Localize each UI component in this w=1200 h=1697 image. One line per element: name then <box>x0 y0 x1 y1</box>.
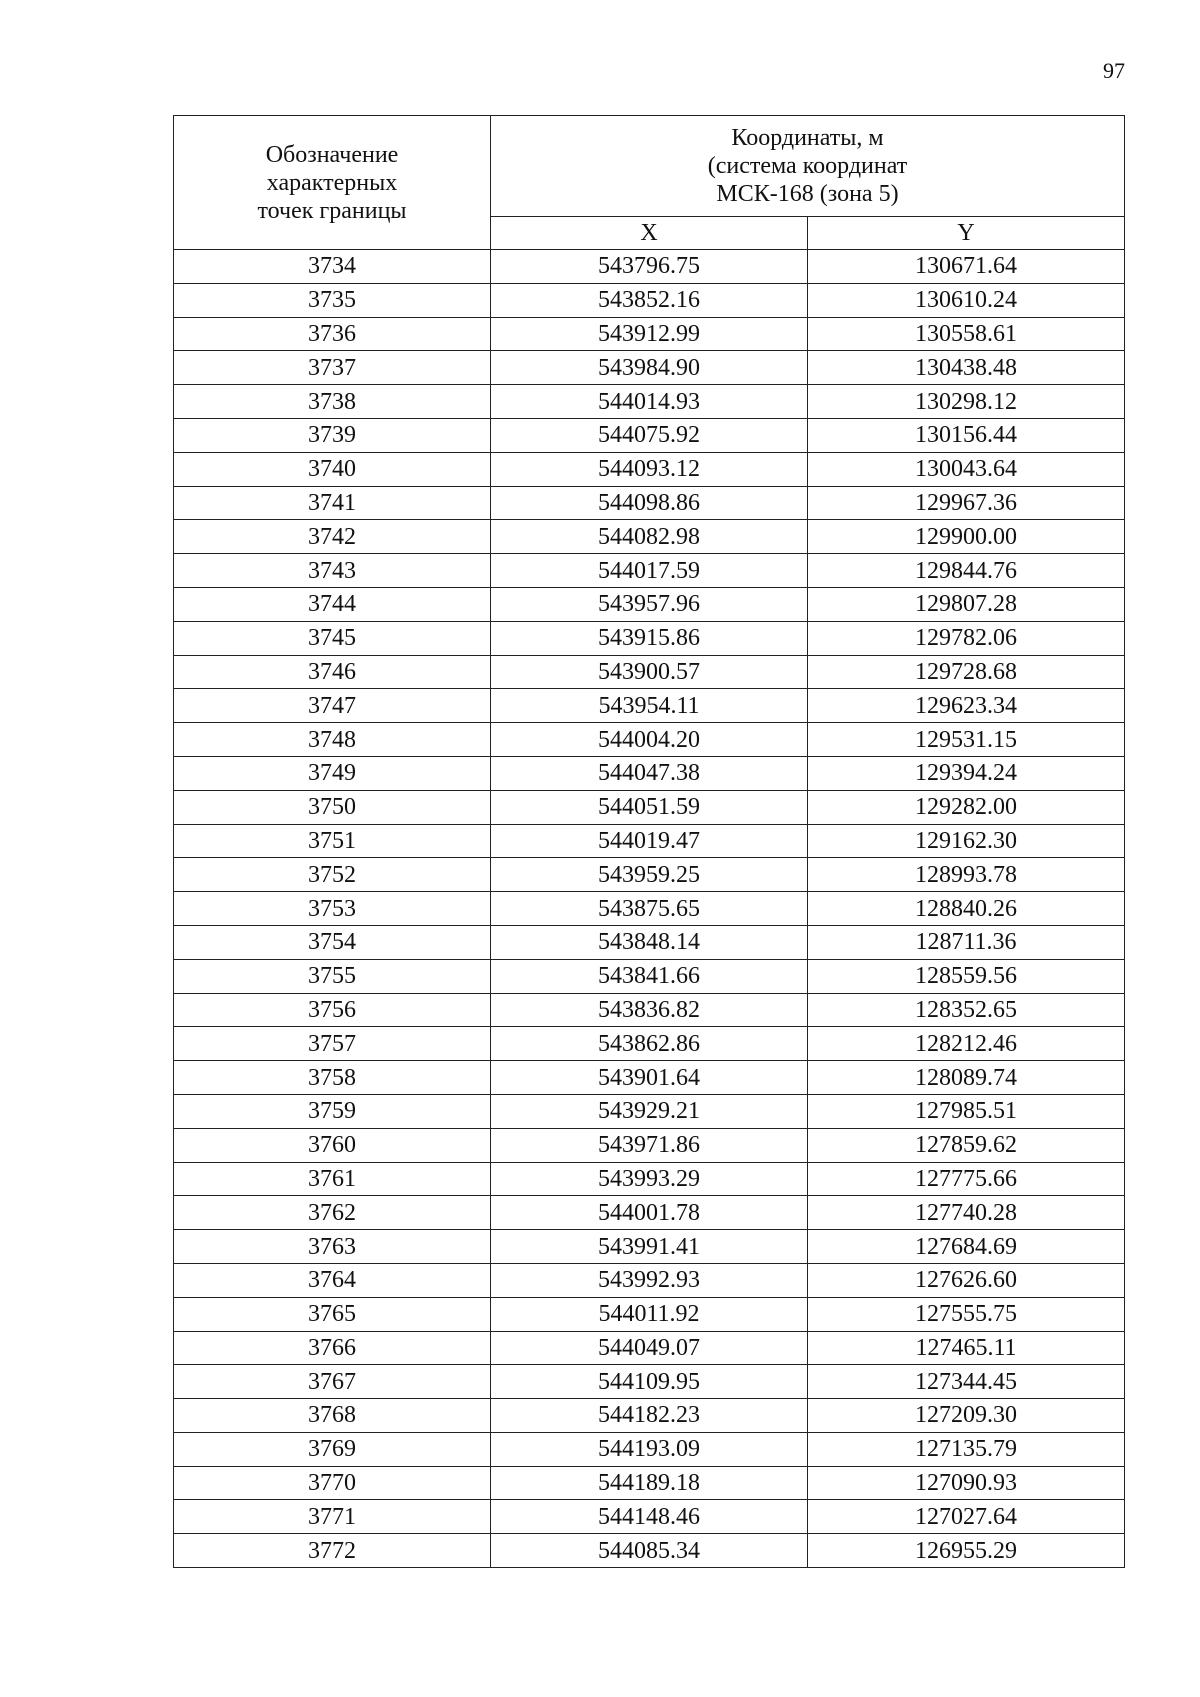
point-cell: 3758 <box>174 1061 491 1095</box>
x-cell: 543841.66 <box>491 959 808 993</box>
y-cell: 128089.74 <box>808 1061 1125 1095</box>
y-cell: 129282.00 <box>808 790 1125 824</box>
x-cell: 543984.90 <box>491 351 808 385</box>
table-body <box>174 250 1125 1568</box>
table-row <box>174 1263 1125 1297</box>
y-cell: 130671.64 <box>808 250 1125 284</box>
coords-header-line-3: МСК-168 (зона 5) <box>716 180 899 207</box>
point-cell: 3760 <box>174 1128 491 1162</box>
point-cell: 3761 <box>174 1162 491 1196</box>
x-cell: 544019.47 <box>491 824 808 858</box>
table-row <box>174 1061 1125 1095</box>
y-cell: 127626.60 <box>808 1263 1125 1297</box>
table-row <box>174 283 1125 317</box>
x-cell: 543992.93 <box>491 1263 808 1297</box>
x-cell: 543875.65 <box>491 892 808 926</box>
point-cell: 3750 <box>174 790 491 824</box>
x-cell: 544182.23 <box>491 1399 808 1433</box>
x-cell: 544017.59 <box>491 554 808 588</box>
point-cell: 3752 <box>174 858 491 892</box>
point-cell: 3766 <box>174 1331 491 1365</box>
y-cell: 130298.12 <box>808 385 1125 419</box>
x-cell: 544148.46 <box>491 1500 808 1534</box>
table-row <box>174 418 1125 452</box>
y-cell: 130610.24 <box>808 283 1125 317</box>
y-cell: 129394.24 <box>808 756 1125 790</box>
x-cell: 544093.12 <box>491 452 808 486</box>
x-cell: 544014.93 <box>491 385 808 419</box>
x-cell: 544085.34 <box>491 1534 808 1568</box>
y-cell: 129807.28 <box>808 587 1125 621</box>
y-column-header: Y <box>808 216 1125 249</box>
x-cell: 544047.38 <box>491 756 808 790</box>
x-cell: 543900.57 <box>491 655 808 689</box>
table-row <box>174 486 1125 520</box>
coords-header-line-1: Координаты, м <box>731 124 884 151</box>
table-row <box>174 1500 1125 1534</box>
point-cell: 3745 <box>174 621 491 655</box>
x-cell: 543993.29 <box>491 1162 808 1196</box>
point-cell: 3744 <box>174 587 491 621</box>
y-cell: 130156.44 <box>808 418 1125 452</box>
y-cell: 127465.11 <box>808 1331 1125 1365</box>
x-cell: 544004.20 <box>491 723 808 757</box>
x-cell: 543915.86 <box>491 621 808 655</box>
point-cell: 3751 <box>174 824 491 858</box>
table-row <box>174 1365 1125 1399</box>
y-cell: 128559.56 <box>808 959 1125 993</box>
y-cell: 126955.29 <box>808 1534 1125 1568</box>
table-row <box>174 1331 1125 1365</box>
y-cell: 128993.78 <box>808 858 1125 892</box>
table-row <box>174 1094 1125 1128</box>
table-row <box>174 587 1125 621</box>
y-cell: 130558.61 <box>808 317 1125 351</box>
table-row <box>174 925 1125 959</box>
x-cell: 544189.18 <box>491 1466 808 1500</box>
table-row <box>174 790 1125 824</box>
point-cell: 3742 <box>174 520 491 554</box>
table-row <box>174 1162 1125 1196</box>
point-header-line-2: характерных <box>266 169 398 196</box>
x-cell: 544109.95 <box>491 1365 808 1399</box>
table-row <box>174 554 1125 588</box>
y-cell: 129728.68 <box>808 655 1125 689</box>
point-cell: 3767 <box>174 1365 491 1399</box>
x-cell: 543796.75 <box>491 250 808 284</box>
x-cell: 544001.78 <box>491 1196 808 1230</box>
table-row <box>174 689 1125 723</box>
table-row <box>174 959 1125 993</box>
x-cell: 543954.11 <box>491 689 808 723</box>
y-cell: 130438.48 <box>808 351 1125 385</box>
point-cell: 3759 <box>174 1094 491 1128</box>
y-cell: 127859.62 <box>808 1128 1125 1162</box>
table-header <box>174 116 1125 250</box>
point-cell: 3740 <box>174 452 491 486</box>
y-cell: 129623.34 <box>808 689 1125 723</box>
point-cell: 3769 <box>174 1432 491 1466</box>
y-cell: 127684.69 <box>808 1230 1125 1264</box>
y-cell: 129900.00 <box>808 520 1125 554</box>
point-cell: 3736 <box>174 317 491 351</box>
point-cell: 3770 <box>174 1466 491 1500</box>
x-cell: 543929.21 <box>491 1094 808 1128</box>
y-cell: 129967.36 <box>808 486 1125 520</box>
y-cell: 127135.79 <box>808 1432 1125 1466</box>
table-row <box>174 756 1125 790</box>
table-row <box>174 1027 1125 1061</box>
y-cell: 128352.65 <box>808 993 1125 1027</box>
y-cell: 127027.64 <box>808 1500 1125 1534</box>
y-cell: 127985.51 <box>808 1094 1125 1128</box>
coordinates-table <box>173 115 1125 1568</box>
coords-header-line-2: (система координат <box>707 152 908 179</box>
point-designation-header <box>174 116 491 250</box>
x-cell: 543959.25 <box>491 858 808 892</box>
point-cell: 3748 <box>174 723 491 757</box>
x-cell: 543912.99 <box>491 317 808 351</box>
point-cell: 3756 <box>174 993 491 1027</box>
y-cell: 128711.36 <box>808 925 1125 959</box>
point-cell: 3764 <box>174 1263 491 1297</box>
point-cell: 3746 <box>174 655 491 689</box>
point-cell: 3749 <box>174 756 491 790</box>
x-cell: 543991.41 <box>491 1230 808 1264</box>
table-row <box>174 723 1125 757</box>
table-row <box>174 1128 1125 1162</box>
point-cell: 3739 <box>174 418 491 452</box>
table-row <box>174 1399 1125 1433</box>
y-cell: 127209.30 <box>808 1399 1125 1433</box>
y-cell: 127344.45 <box>808 1365 1125 1399</box>
table-row <box>174 317 1125 351</box>
x-cell: 543971.86 <box>491 1128 808 1162</box>
table-row <box>174 452 1125 486</box>
table-row <box>174 520 1125 554</box>
table-row <box>174 1432 1125 1466</box>
table-row <box>174 621 1125 655</box>
table-row <box>174 892 1125 926</box>
table-row <box>174 993 1125 1027</box>
point-cell: 3734 <box>174 250 491 284</box>
x-cell: 543862.86 <box>491 1027 808 1061</box>
x-cell: 543957.96 <box>491 587 808 621</box>
point-cell: 3735 <box>174 283 491 317</box>
x-cell: 544098.86 <box>491 486 808 520</box>
y-cell: 128212.46 <box>808 1027 1125 1061</box>
x-cell: 543852.16 <box>491 283 808 317</box>
y-cell: 127555.75 <box>808 1297 1125 1331</box>
table-row <box>174 655 1125 689</box>
y-cell: 129162.30 <box>808 824 1125 858</box>
x-cell: 544075.92 <box>491 418 808 452</box>
point-header-line-1: Обозначение <box>265 141 399 168</box>
table-row <box>174 858 1125 892</box>
point-cell: 3743 <box>174 554 491 588</box>
table-row <box>174 1196 1125 1230</box>
point-cell: 3768 <box>174 1399 491 1433</box>
point-cell: 3763 <box>174 1230 491 1264</box>
point-cell: 3765 <box>174 1297 491 1331</box>
y-cell: 127775.66 <box>808 1162 1125 1196</box>
x-column-header: X <box>491 216 808 249</box>
y-cell: 127090.93 <box>808 1466 1125 1500</box>
x-cell: 544051.59 <box>491 790 808 824</box>
point-cell: 3741 <box>174 486 491 520</box>
y-cell: 128840.26 <box>808 892 1125 926</box>
table-row <box>174 385 1125 419</box>
y-cell: 129531.15 <box>808 723 1125 757</box>
x-cell: 543848.14 <box>491 925 808 959</box>
x-cell: 543836.82 <box>491 993 808 1027</box>
point-cell: 3771 <box>174 1500 491 1534</box>
point-cell: 3737 <box>174 351 491 385</box>
point-cell: 3755 <box>174 959 491 993</box>
table-row <box>174 1534 1125 1568</box>
x-cell: 544193.09 <box>491 1432 808 1466</box>
y-cell: 127740.28 <box>808 1196 1125 1230</box>
table-row <box>174 1297 1125 1331</box>
point-cell: 3754 <box>174 925 491 959</box>
point-cell: 3747 <box>174 689 491 723</box>
point-cell: 3753 <box>174 892 491 926</box>
point-cell: 3772 <box>174 1534 491 1568</box>
table-row <box>174 824 1125 858</box>
x-cell: 544011.92 <box>491 1297 808 1331</box>
table-row <box>174 1230 1125 1264</box>
x-cell: 543901.64 <box>491 1061 808 1095</box>
table-row <box>174 1466 1125 1500</box>
coordinates-group-header <box>491 116 1125 217</box>
y-cell: 129844.76 <box>808 554 1125 588</box>
page-number: 97 <box>1103 58 1125 83</box>
table-row <box>174 351 1125 385</box>
point-header-line-3: точек границы <box>257 197 407 224</box>
y-cell: 129782.06 <box>808 621 1125 655</box>
y-cell: 130043.64 <box>808 452 1125 486</box>
point-cell: 3738 <box>174 385 491 419</box>
x-cell: 544049.07 <box>491 1331 808 1365</box>
point-cell: 3757 <box>174 1027 491 1061</box>
x-cell: 544082.98 <box>491 520 808 554</box>
table-row <box>174 250 1125 284</box>
point-cell: 3762 <box>174 1196 491 1230</box>
